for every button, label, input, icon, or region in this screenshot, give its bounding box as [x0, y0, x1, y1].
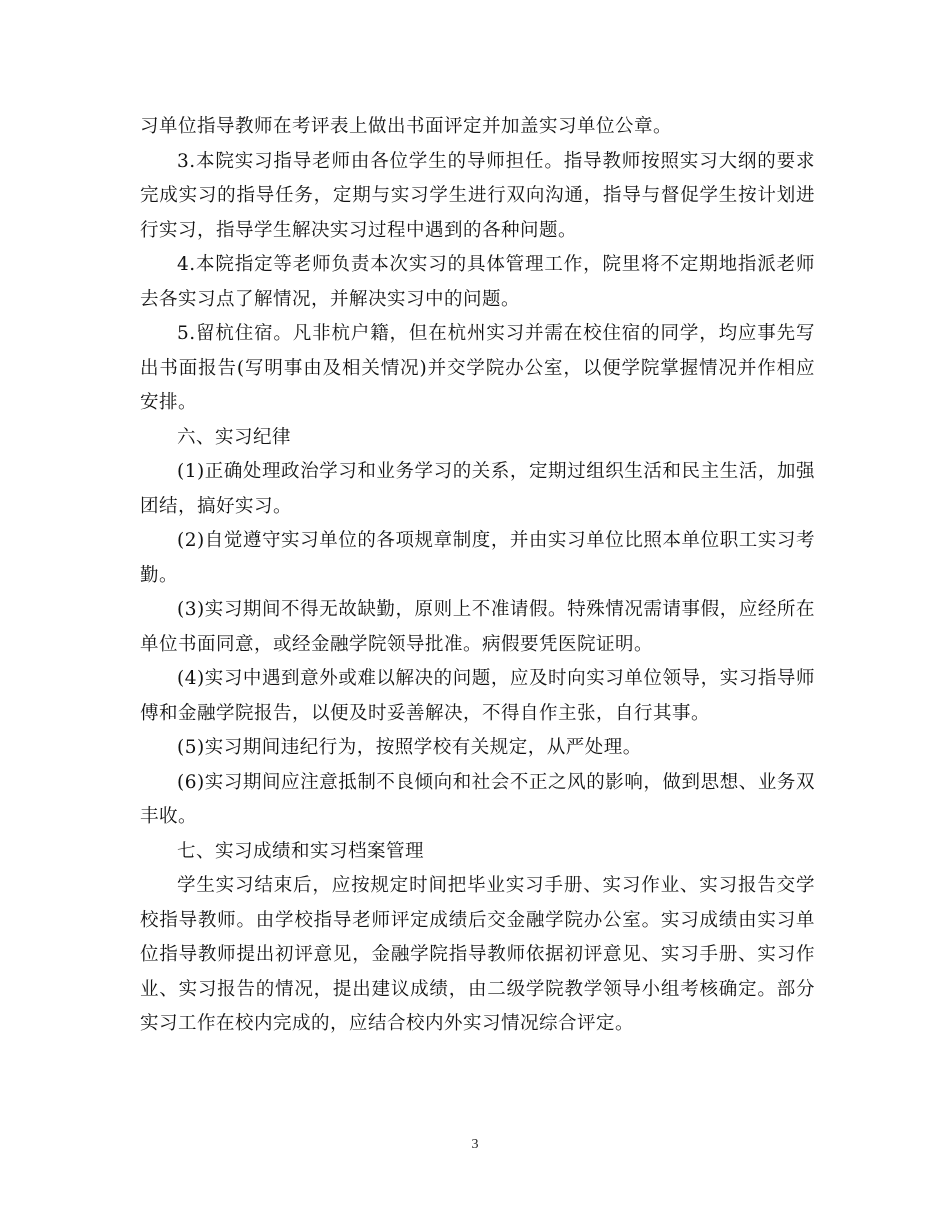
discipline-item-1: (1)正确处理政治学习和业务学习的关系，定期过组织生活和民主生活，加强团结，搞好实习。 — [140, 461, 815, 517]
discipline-item-5: (5)实习期间违纪行为，按照学校有关规定，从严处理。 — [177, 737, 642, 758]
paragraph-item-5: 5.留杭住宿。凡非杭户籍，但在杭州实习并需在校住宿的同学，均应事先写出书面报告(写明事由及相关情况)并交学院办公室，以便学院掌握情况并作相应安排。 — [140, 323, 815, 413]
discipline-item-2: (2)自觉遵守实习单位的各项规章制度，并由实习单位比照本单位职工实习考勤。 — [140, 530, 815, 586]
document-body — [140, 110, 815, 1042]
paragraph-item-4: 4.本院指定等老师负责本次实习的具体管理工作，院里将不定期地指派老师去各实习点了解情况，并解决实习中的问题。 — [140, 254, 815, 310]
discipline-item-4: (4)实习中遇到意外或难以解决的问题，应及时向实习单位领导，实习指导师傅和金融学院报告，以便及时妥善解决，不得自作主张，自行其事。 — [140, 668, 815, 724]
section-heading-discipline: 六、实习纪律 — [177, 426, 292, 448]
page-number: 3 — [471, 1137, 479, 1152]
grades-paragraph: 学生实习结束后，应按规定时间把毕业实习手册、实习作业、实习报告交学校指导教师。由学校指导老师评定成绩后交金融学院办公室。实习成绩由实习单位指导教师提出初评意见，金融学院指导教师依据初评意见、实习手册、实习作业、实习报告的情况，提出建议成绩，由二级学院教学领导小组考核确定。部分实习工作在校内完成的，应结合校内外实习情况综合评定。 — [140, 875, 815, 1034]
paragraph-continuation: 习单位指导教师在考评表上做出书面评定并加盖实习单位公章。 — [140, 116, 673, 137]
discipline-item-6: (6)实习期间应注意抵制不良倾向和社会不正之风的影响，做到思想、业务双丰收。 — [140, 771, 815, 827]
discipline-item-3: (3)实习期间不得无故缺勤，原则上不准请假。特殊情况需请事假，应经所在单位书面同意，或经金融学院领导批准。病假要凭医院证明。 — [140, 599, 815, 655]
paragraph-item-3: 3.本院实习指导老师由各位学生的导师担任。指导教师按照实习大纲的要求完成实习的指导任务，定期与实习学生进行双向沟通，指导与督促学生按计划进行实习，指导学生解决实习过程中遇到的各种问题。 — [140, 150, 815, 241]
section-heading-grades: 七、实习成绩和实习档案管理 — [177, 840, 425, 862]
